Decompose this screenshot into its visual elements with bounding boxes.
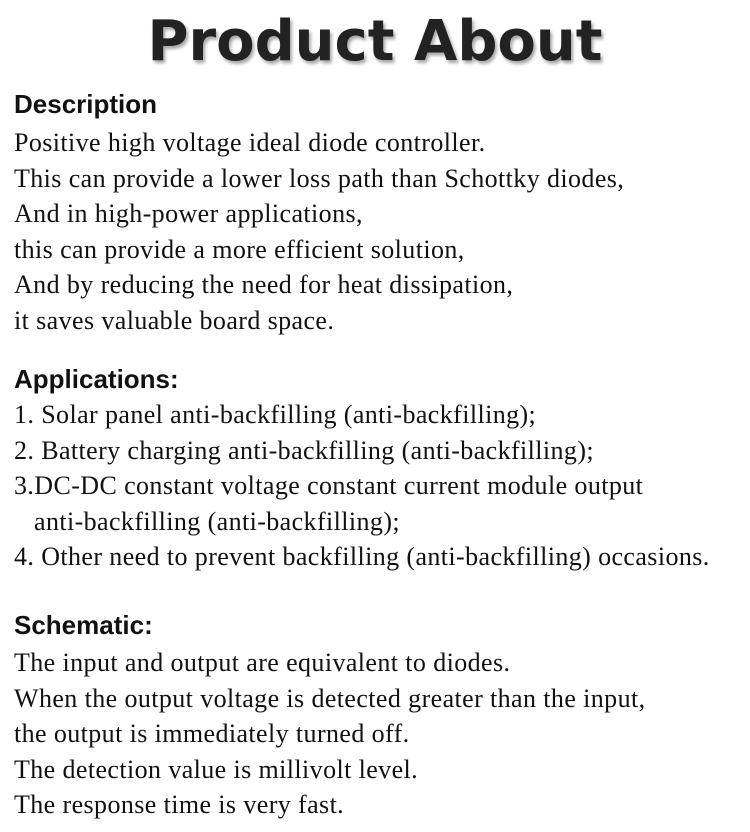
description-line: This can provide a lower loss path than Schottky diodes, [14,163,625,193]
application-item: 1. Solar panel anti-backfilling (anti-backfilling); [14,400,537,429]
application-item: 4. Other need to prevent backfilling (anti-backfilling) occasions. [14,542,710,571]
schematic-line: The input and output are equivalent to diodes. [14,648,511,677]
description-line: this can provide a more efficient solution, [14,234,465,264]
schematic-line: The response time is very fast. [14,790,345,819]
description-line: And in high-power applications, [14,199,363,228]
applications-list [14,397,744,575]
schematic-line: When the output voltage is detected greater than the input, [14,683,646,713]
applications-heading: Applications: [14,364,179,394]
application-item: 2. Battery charging anti-backfilling (anti-backfilling); [14,435,595,465]
description-line: And by reducing the need for heat dissipation, [14,270,514,299]
schematic-line: The detection value is millivolt level. [14,754,419,784]
application-item: 3.DC-DC constant voltage constant current module output [14,471,644,500]
application-item-continuation: anti-backfilling (anti-backfilling); [34,506,400,536]
page-title: Product About [147,9,603,74]
schematic-heading: Schematic: [14,610,153,640]
schematic-line: the output is immediately turned off. [14,719,410,748]
schematic-text [14,645,744,823]
description-line: Positive high voltage ideal diode controller. [14,128,486,157]
description-heading: Description [14,89,158,119]
description-line: it saves valuable board space. [14,305,335,335]
description-text [14,125,744,338]
